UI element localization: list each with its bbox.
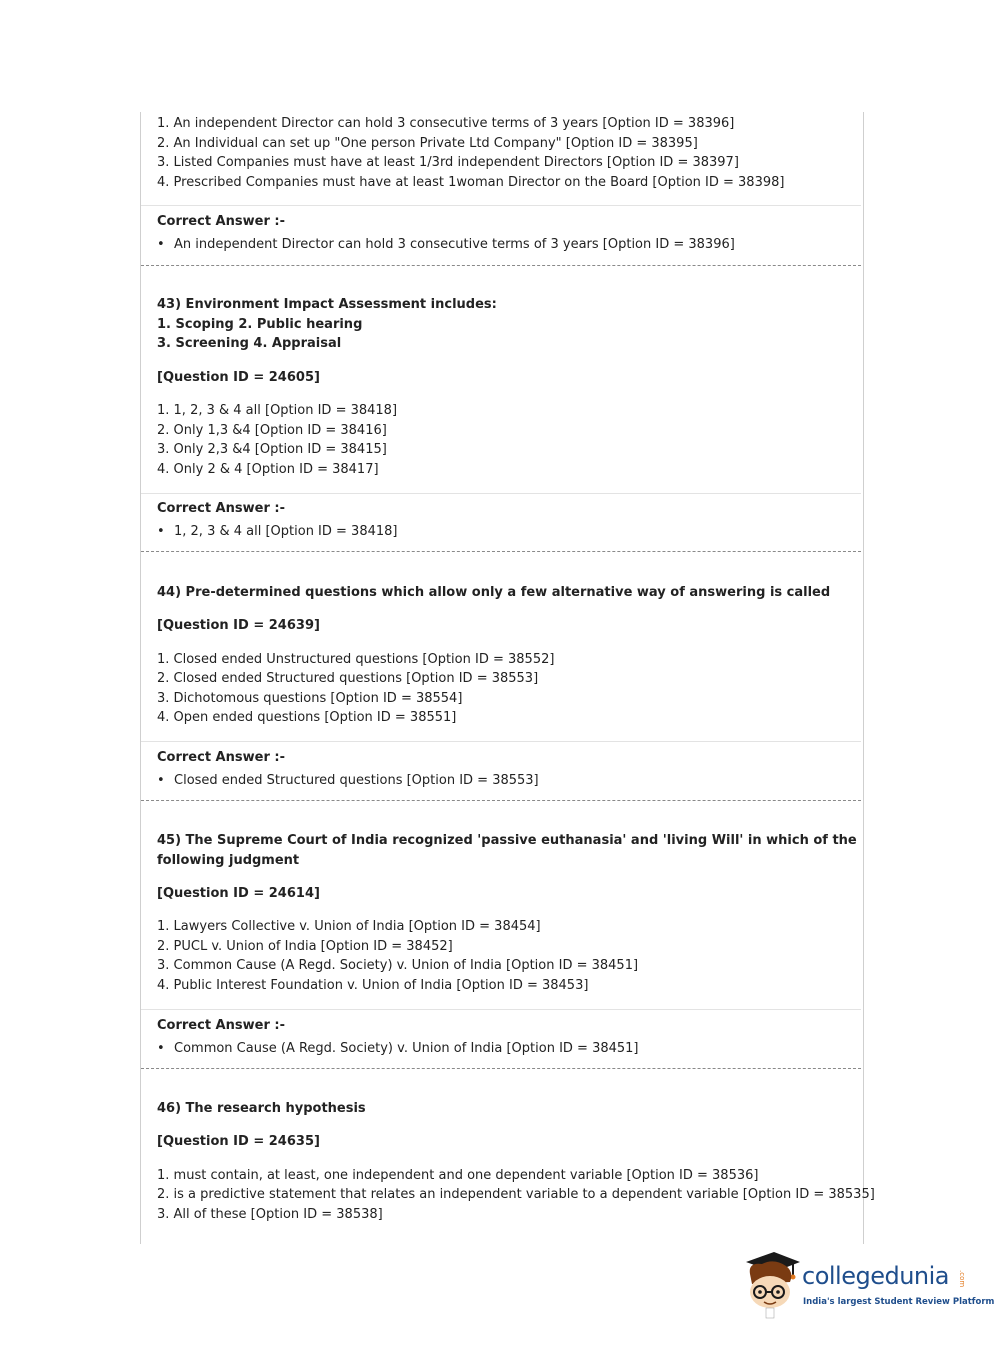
q45-option-1: 1. Lawyers Collective v. Union of India [Option ID = 38454]: [157, 919, 541, 934]
q43-line3: 3. Screening 4. Appraisal: [157, 336, 342, 351]
q42-option-3: 3. Listed Companies must have at least 1/3rd independent Directors [Option ID = 38397]: [157, 155, 739, 170]
divider: [141, 1009, 861, 1010]
brand-tagline: India's largest Student Review Platform: [803, 1297, 995, 1307]
q45-title: 45) The Supreme Court of India recognized 'passive euthanasia' and 'living Will' in which of the: [157, 833, 857, 848]
correct-answer-label: Correct Answer :-: [157, 1018, 285, 1033]
bullet: •: [157, 524, 165, 539]
q43-line2: 1. Scoping 2. Public hearing: [157, 317, 363, 332]
mascot-logo-icon: [740, 1248, 802, 1320]
bullet: •: [157, 773, 165, 788]
q45-title-cont: following judgment: [157, 853, 300, 868]
q46-option-3: 3. All of these [Option ID = 38538]: [157, 1207, 383, 1222]
q43-option-2: 2. Only 1,3 &4 [Option ID = 38416]: [157, 423, 387, 438]
q46-title: 46) The research hypothesis: [157, 1101, 366, 1116]
q45-option-2: 2. PUCL v. Union of India [Option ID = 38452]: [157, 939, 453, 954]
q42-answer: An independent Director can hold 3 consecutive terms of 3 years [Option ID = 38396]: [174, 237, 735, 252]
q43-answer: 1, 2, 3 & 4 all [Option ID = 38418]: [174, 524, 398, 539]
q42-option-2: 2. An Individual can set up "One person Private Ltd Company" [Option ID = 38395]: [157, 136, 698, 151]
question-divider: [141, 800, 861, 801]
q46-option-1: 1. must contain, at least, one independent and one dependent variable [Option ID = 38536]: [157, 1168, 759, 1183]
q44-question-id: [Question ID = 24639]: [157, 618, 320, 633]
divider: [141, 493, 861, 494]
q44-option-1: 1. Closed ended Unstructured questions [Option ID = 38552]: [157, 652, 555, 667]
q43-option-3: 3. Only 2,3 &4 [Option ID = 38415]: [157, 442, 387, 457]
question-divider: [141, 1068, 861, 1069]
bullet: •: [157, 237, 165, 252]
bullet: •: [157, 1041, 165, 1056]
q43-option-4: 4. Only 2 & 4 [Option ID = 38417]: [157, 462, 379, 477]
q46-question-id: [Question ID = 24635]: [157, 1134, 320, 1149]
q44-title: 44) Pre-determined questions which allow only a few alternative way of answering is called: [157, 585, 831, 600]
q45-question-id: [Question ID = 24614]: [157, 886, 320, 901]
q45-option-4: 4. Public Interest Foundation v. Union of India [Option ID = 38453]: [157, 978, 589, 993]
q44-option-2: 2. Closed ended Structured questions [Option ID = 38553]: [157, 671, 539, 686]
question-divider: [141, 551, 861, 552]
q45-answer: Common Cause (A Regd. Society) v. Union of India [Option ID = 38451]: [174, 1041, 639, 1056]
correct-answer-label: Correct Answer :-: [157, 750, 285, 765]
q43-option-1: 1. 1, 2, 3 & 4 all [Option ID = 38418]: [157, 403, 398, 418]
question-divider: [141, 265, 861, 266]
correct-answer-label: Correct Answer :-: [157, 501, 285, 516]
brand-suffix: .com: [958, 1270, 966, 1288]
divider: [141, 741, 861, 742]
q46-option-2: 2. is a predictive statement that relates an independent variable to a dependent variable [Option ID = 38535]: [157, 1187, 875, 1202]
brand-name: collegedunia: [802, 1262, 950, 1290]
q45-option-3: 3. Common Cause (A Regd. Society) v. Union of India [Option ID = 38451]: [157, 958, 639, 973]
q42-option-4: 4. Prescribed Companies must have at least 1woman Director on the Board [Option ID = 38398]: [157, 175, 785, 190]
q44-option-4: 4. Open ended questions [Option ID = 38551]: [157, 710, 457, 725]
divider: [141, 205, 861, 206]
q42-option-1: 1. An independent Director can hold 3 consecutive terms of 3 years [Option ID = 38396]: [157, 116, 735, 131]
q43-question-id: [Question ID = 24605]: [157, 370, 320, 385]
q43-title: 43) Environment Impact Assessment includes:: [157, 297, 497, 312]
q44-answer: Closed ended Structured questions [Option ID = 38553]: [174, 773, 539, 788]
q44-option-3: 3. Dichotomous questions [Option ID = 38554]: [157, 691, 463, 706]
correct-answer-label: Correct Answer :-: [157, 214, 285, 229]
